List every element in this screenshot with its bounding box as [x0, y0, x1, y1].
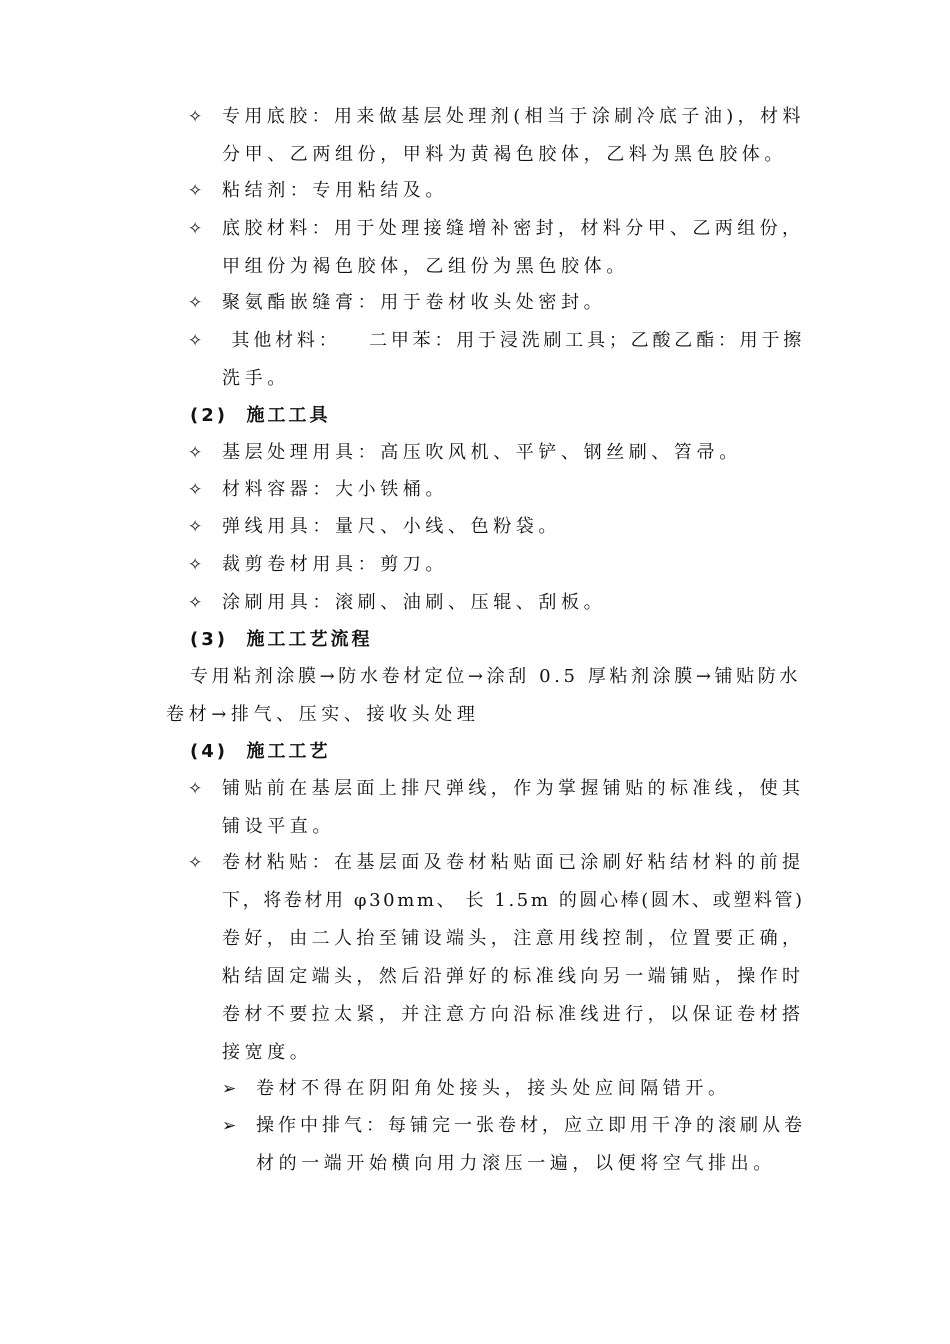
sub-item-line: 操作中排气：每铺完一张卷材，应立即用干净的滚刷从卷 [256, 1115, 806, 1136]
tool-item: 弹线用具：量尺、小线、色粉袋。 [222, 516, 561, 537]
sub-item-line: 材的一端开始横向用力滚压一遍，以便将空气排出。 [256, 1153, 776, 1174]
section-heading: (2) 施工工具 [190, 405, 331, 426]
diamond-bullet-icon: ✧ [188, 555, 203, 575]
tool-item: 材料容器：大小铁桶。 [222, 479, 448, 500]
diamond-bullet-icon: ✧ [188, 779, 203, 799]
tool-item: 基层处理用具：高压吹风机、平铲、钢丝刷、笤帚。 [222, 442, 742, 463]
material-line: 其他材料： 二甲苯：用于浸洗刷工具；乙酸乙酯：用于擦 [222, 330, 806, 351]
material-line: 底胶材料：用于处理接缝增补密封，材料分甲、乙两组份， [222, 218, 805, 239]
section-heading: (3) 施工工艺流程 [190, 629, 373, 650]
diamond-bullet-icon: ✧ [188, 107, 203, 127]
process-item-line: 卷材粘贴：在基层面及卷材粘贴面已涂刷好粘结材料的前提 [222, 852, 805, 873]
material-line: 分甲、乙两组份，甲料为黄褐色胶体，乙料为黑色胶体。 [222, 144, 787, 165]
diamond-bullet-icon: ✧ [188, 853, 203, 873]
diamond-bullet-icon: ✧ [188, 293, 203, 313]
diamond-bullet-icon: ✧ [188, 593, 203, 613]
process-item-line: 下，将卷材用 φ30mm、 长 1.5m 的圆心棒(圆木、或塑料管) [222, 890, 805, 911]
process-item-line: 铺贴前在基层面上排尺弹线，作为掌握铺贴的标准线，使其 [222, 778, 805, 799]
process-item-line: 接宽度。 [222, 1042, 313, 1063]
material-line: 洗手。 [222, 368, 290, 389]
process-flow-line: 卷材→排气、压实、接收头处理 [166, 704, 480, 725]
diamond-bullet-icon: ✧ [188, 443, 203, 463]
diamond-bullet-icon: ✧ [188, 517, 203, 537]
material-line: 专用底胶：用来做基层处理剂(相当于涂刷冷底子油)，材料 [222, 106, 805, 127]
arrow-bullet-icon: ➢ [222, 1079, 237, 1099]
section-heading: (4) 施工工艺 [190, 741, 331, 762]
diamond-bullet-icon: ✧ [188, 181, 203, 201]
tool-item: 涂刷用具：滚刷、油刷、压辊、刮板。 [222, 592, 607, 613]
process-item-line: 粘结固定端头，然后沿弹好的标准线向另一端铺贴，操作时 [222, 966, 805, 987]
material-line: 粘结剂：专用粘结及。 [222, 180, 448, 201]
process-item-line: 铺设平直。 [222, 816, 335, 837]
diamond-bullet-icon: ✧ [188, 331, 203, 351]
sub-item-line: 卷材不得在阴阳角处接头，接头处应间隔错开。 [256, 1078, 731, 1099]
tool-item: 裁剪卷材用具：剪刀。 [222, 554, 448, 575]
process-flow-line: 专用粘剂涂膜→防水卷材定位→涂刮 0.5 厚粘剂涂膜→铺贴防水 [190, 666, 801, 687]
material-line: 聚氨酯嵌缝膏：用于卷材收头处密封。 [222, 292, 607, 313]
process-item-line: 卷好，由二人抬至铺设端头，注意用线控制，位置要正确， [222, 928, 805, 949]
diamond-bullet-icon: ✧ [188, 480, 203, 500]
arrow-bullet-icon: ➢ [222, 1116, 237, 1136]
material-line: 甲组份为褐色胶体，乙组份为黑色胶体。 [222, 256, 629, 277]
process-item-line: 卷材不要拉太紧，并注意方向沿标准线进行，以保证卷材搭 [222, 1004, 805, 1025]
diamond-bullet-icon: ✧ [188, 219, 203, 239]
